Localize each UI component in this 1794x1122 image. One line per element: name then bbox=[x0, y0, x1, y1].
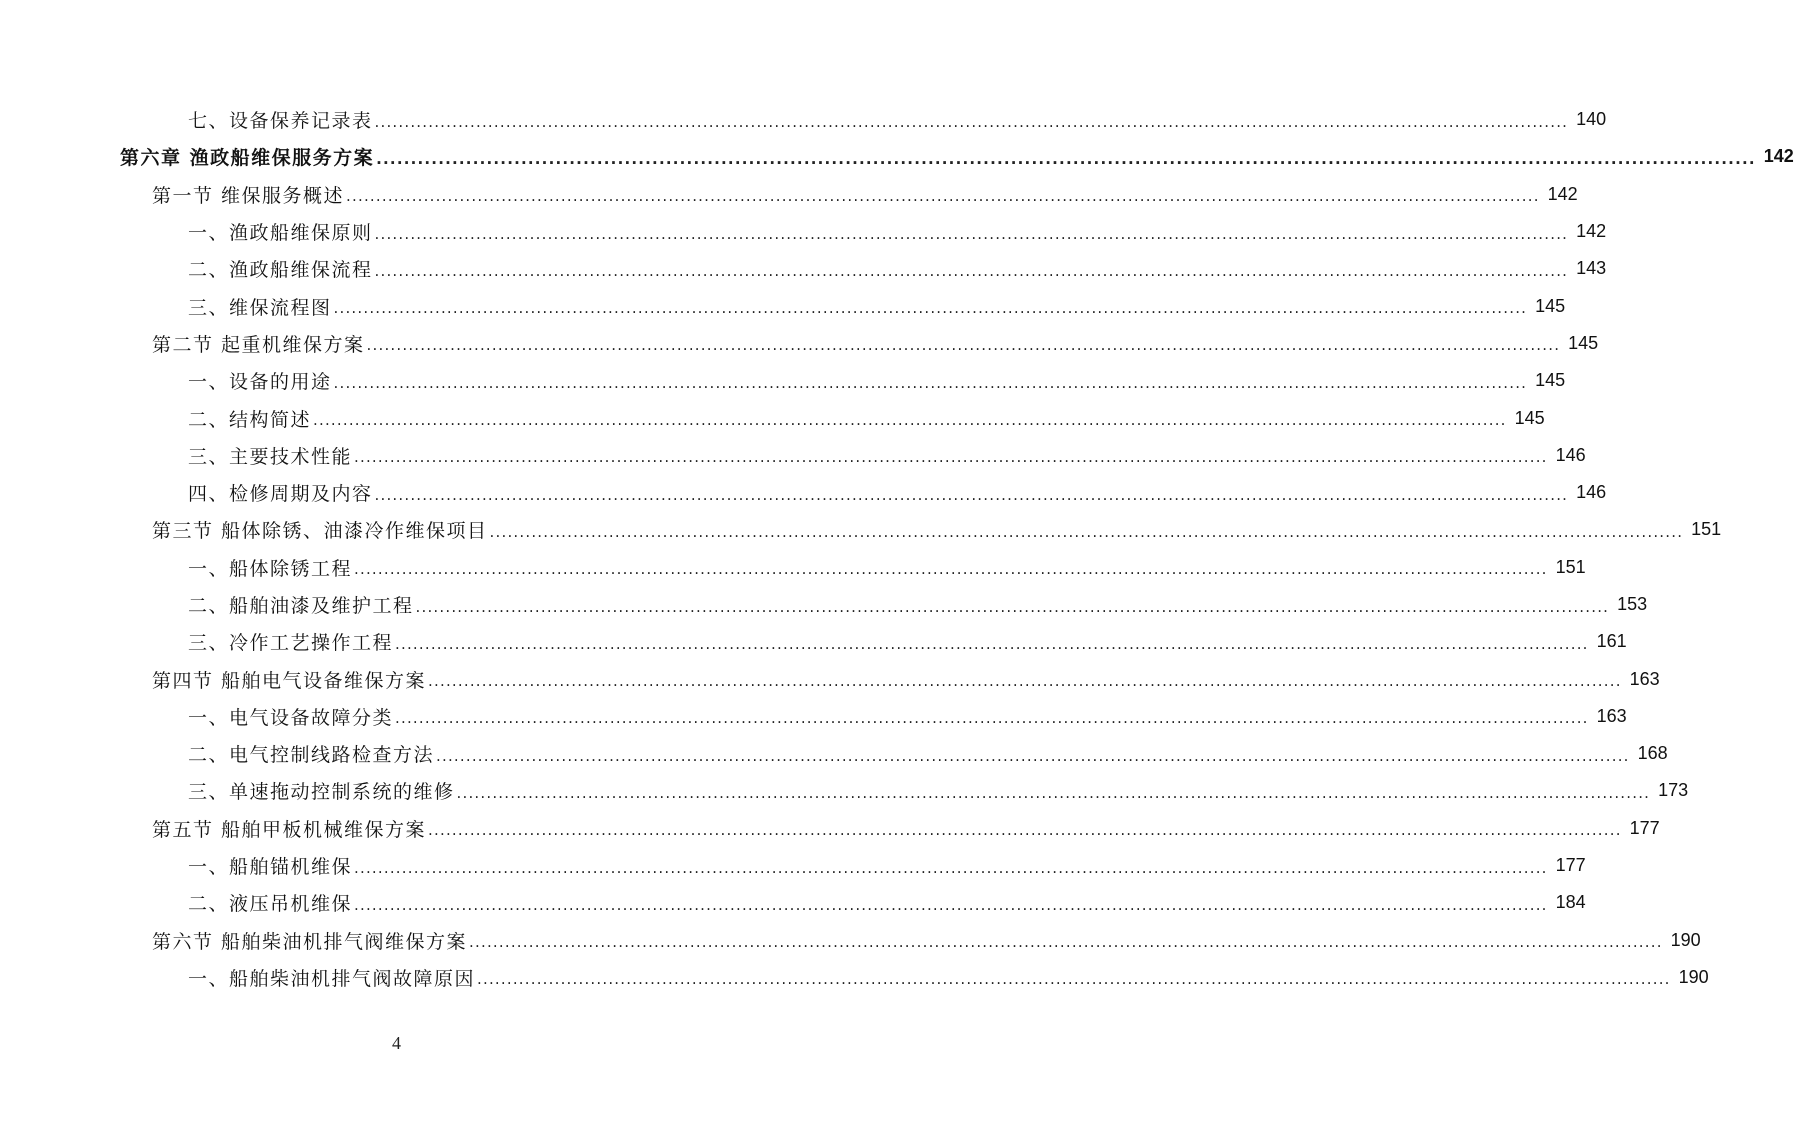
toc-entry-page: 177 bbox=[1555, 855, 1586, 876]
toc-subsection-entry[interactable] bbox=[0, 437, 1586, 474]
toc-entry-page: 153 bbox=[1617, 594, 1648, 614]
toc-subsection-entry[interactable] bbox=[0, 474, 1607, 511]
toc-entry-title: 二、电气控制线路检查方法 bbox=[188, 744, 435, 767]
toc-entry-title: 三、主要技术性能 bbox=[188, 445, 353, 468]
toc-section-entry[interactable] bbox=[0, 511, 1722, 548]
page-number: 4 bbox=[392, 1033, 401, 1053]
toc-entry-title: 二、船舶油漆及维护工程 bbox=[188, 595, 414, 617]
dot-leader: ........................................................................................................................................................................................................ bbox=[333, 299, 1528, 318]
toc-subsection-entry[interactable] bbox=[0, 959, 1709, 996]
toc-entry-page: 145 bbox=[1568, 332, 1599, 353]
toc-entry-page: 151 bbox=[1691, 519, 1722, 540]
toc-entry-page: 143 bbox=[1576, 258, 1607, 279]
dot-leader: ........................................................................................................................................................................................................ bbox=[374, 224, 1569, 243]
toc-entry-title: 一、设备的用途 bbox=[188, 371, 332, 394]
dot-leader: ........................................................................................................................................................................................................ bbox=[333, 373, 1528, 392]
toc-section-entry[interactable] bbox=[0, 325, 1599, 362]
table-of-contents bbox=[0, 101, 1794, 996]
toc-entry-page: 184 bbox=[1555, 892, 1586, 913]
toc-subsection-entry[interactable] bbox=[0, 549, 1586, 586]
toc-subsection-entry[interactable] bbox=[0, 772, 1689, 809]
toc-subsection-entry[interactable] bbox=[0, 586, 1648, 623]
toc-entry-page: 151 bbox=[1555, 556, 1586, 577]
toc-subsection-entry[interactable] bbox=[0, 213, 1607, 250]
toc-subsection-entry[interactable] bbox=[0, 399, 1545, 436]
toc-entry-title: 一、电气设备故障分类 bbox=[188, 706, 394, 729]
toc-entry-title: 二、结构简述 bbox=[188, 408, 312, 431]
toc-entry-page: 190 bbox=[1678, 966, 1709, 987]
toc-section-entry[interactable] bbox=[0, 922, 1701, 959]
toc-section-entry[interactable] bbox=[0, 176, 1578, 213]
toc-entry-title: 一、船体除锈工程 bbox=[188, 557, 353, 580]
toc-entry-page: 142 bbox=[1576, 221, 1607, 242]
dot-leader: ........................................................................................................................................................................................................ bbox=[436, 746, 1630, 765]
toc-section-entry[interactable] bbox=[0, 660, 1660, 697]
toc-entry-title: 第五节 船舶甲板机械维保方案 bbox=[152, 818, 427, 841]
toc-entry-page: 140 bbox=[1576, 109, 1607, 130]
toc-entry-page: 145 bbox=[1535, 370, 1566, 391]
toc-subsection-entry[interactable] bbox=[0, 735, 1668, 772]
toc-entry-title: 三、单速拖动控制系统的维修 bbox=[188, 781, 455, 804]
toc-entry-page: 163 bbox=[1596, 705, 1627, 726]
dot-leader: ........................................................................................................................................................................................................ bbox=[395, 709, 1589, 728]
toc-entry-title: 第六章 渔政船维保服务方案 bbox=[120, 147, 375, 170]
toc-subsection-entry[interactable] bbox=[0, 623, 1627, 660]
toc-entry-page: 142 bbox=[1547, 183, 1578, 204]
dot-leader: ........................................................................................................................................................................................................ bbox=[415, 597, 1610, 616]
toc-section-entry[interactable] bbox=[0, 810, 1660, 847]
toc-subsection-entry[interactable] bbox=[0, 884, 1586, 921]
dot-leader: ........................................................................................................................................................................................................ bbox=[366, 336, 1561, 355]
toc-entry-page: 177 bbox=[1629, 817, 1660, 838]
dot-leader: ........................................................................................................................................................................................................ bbox=[354, 448, 1548, 467]
toc-entry-title: 二、液压吊机维保 bbox=[188, 893, 353, 916]
toc-entry-title: 七、设备保养记录表 bbox=[188, 110, 373, 133]
toc-entry-title: 一、渔政船维保原则 bbox=[188, 222, 373, 245]
toc-chapter-entry[interactable] bbox=[0, 138, 1794, 175]
toc-entry-title: 三、维保流程图 bbox=[188, 296, 332, 319]
toc-entry-title: 第一节 维保服务概述 bbox=[152, 184, 345, 207]
dot-leader: ........................................................................................................................................................................................................ bbox=[374, 261, 1569, 280]
toc-entry-title: 四、检修周期及内容 bbox=[188, 483, 373, 506]
dot-leader: ........................................................................................................................................................................................................ bbox=[428, 672, 1622, 691]
toc-subsection-entry[interactable] bbox=[0, 287, 1566, 324]
dot-leader: ........................................................................................................................................................................................................ bbox=[354, 560, 1548, 579]
toc-entry-title: 一、船舶锚机维保 bbox=[188, 856, 353, 879]
dot-leader: ........................................................................................................................................................................................................ bbox=[354, 858, 1548, 877]
toc-subsection-entry[interactable] bbox=[0, 698, 1627, 735]
dot-leader: ........................................................................................................................................................................................................ bbox=[354, 895, 1548, 914]
toc-entry-page: 145 bbox=[1514, 407, 1545, 428]
toc-subsection-entry[interactable] bbox=[0, 362, 1566, 399]
dot-leader: ........................................................................................................................................................................................................ bbox=[374, 112, 1569, 131]
toc-entry-page: 145 bbox=[1535, 295, 1566, 316]
toc-entry-title: 一、船舶柴油机排气阀故障原因 bbox=[188, 967, 476, 990]
toc-entry-title: 第四节 船舶电气设备维保方案 bbox=[152, 669, 427, 692]
toc-subsection-entry[interactable] bbox=[0, 101, 1607, 138]
dot-leader: ........................................................................................................................................................................................................ bbox=[313, 411, 1507, 430]
toc-entry-page: 173 bbox=[1658, 780, 1689, 801]
toc-entry-title: 二、渔政船维保流程 bbox=[188, 259, 373, 282]
dot-leader: ........................................................................................................................................................................................................ bbox=[374, 485, 1569, 504]
toc-entry-page: 190 bbox=[1670, 929, 1701, 950]
toc-entry-title: 第二节 起重机维保方案 bbox=[152, 333, 365, 356]
toc-entry-title: 第三节 船体除锈、油漆冷作维保项目 bbox=[152, 520, 488, 543]
toc-entry-page: 168 bbox=[1637, 743, 1668, 764]
toc-entry-page: 163 bbox=[1629, 668, 1660, 689]
dot-leader: ........................................................................................................................................................................................................ bbox=[456, 783, 1651, 802]
toc-entry-page: 161 bbox=[1596, 631, 1627, 652]
toc-entry-page: 146 bbox=[1555, 444, 1586, 465]
dot-leader: ........................................................................................................................................................................................................ bbox=[395, 634, 1589, 653]
toc-entry-title: 第六节 船舶柴油机排气阀维保方案 bbox=[152, 930, 468, 953]
toc-entry-page: 142 bbox=[1763, 146, 1794, 167]
toc-entry-title: 三、冷作工艺操作工程 bbox=[188, 632, 394, 655]
dot-leader: ........................................................................................................................................................................................................ bbox=[469, 933, 1663, 952]
dot-leader: ........................................................................................................................................................................................................ bbox=[428, 821, 1622, 840]
dot-leader: ........................................................................................................................................................................................................ bbox=[346, 187, 1540, 206]
dot-leader: ........................................................................................................................................................................................................ bbox=[376, 149, 1756, 168]
toc-subsection-entry[interactable] bbox=[0, 847, 1586, 884]
dot-leader: ........................................................................................................................................................................................................ bbox=[489, 522, 1684, 541]
toc-entry-page: 146 bbox=[1576, 482, 1607, 503]
dot-leader: ........................................................................................................................................................................................................ bbox=[477, 970, 1671, 989]
toc-subsection-entry[interactable] bbox=[0, 250, 1607, 287]
